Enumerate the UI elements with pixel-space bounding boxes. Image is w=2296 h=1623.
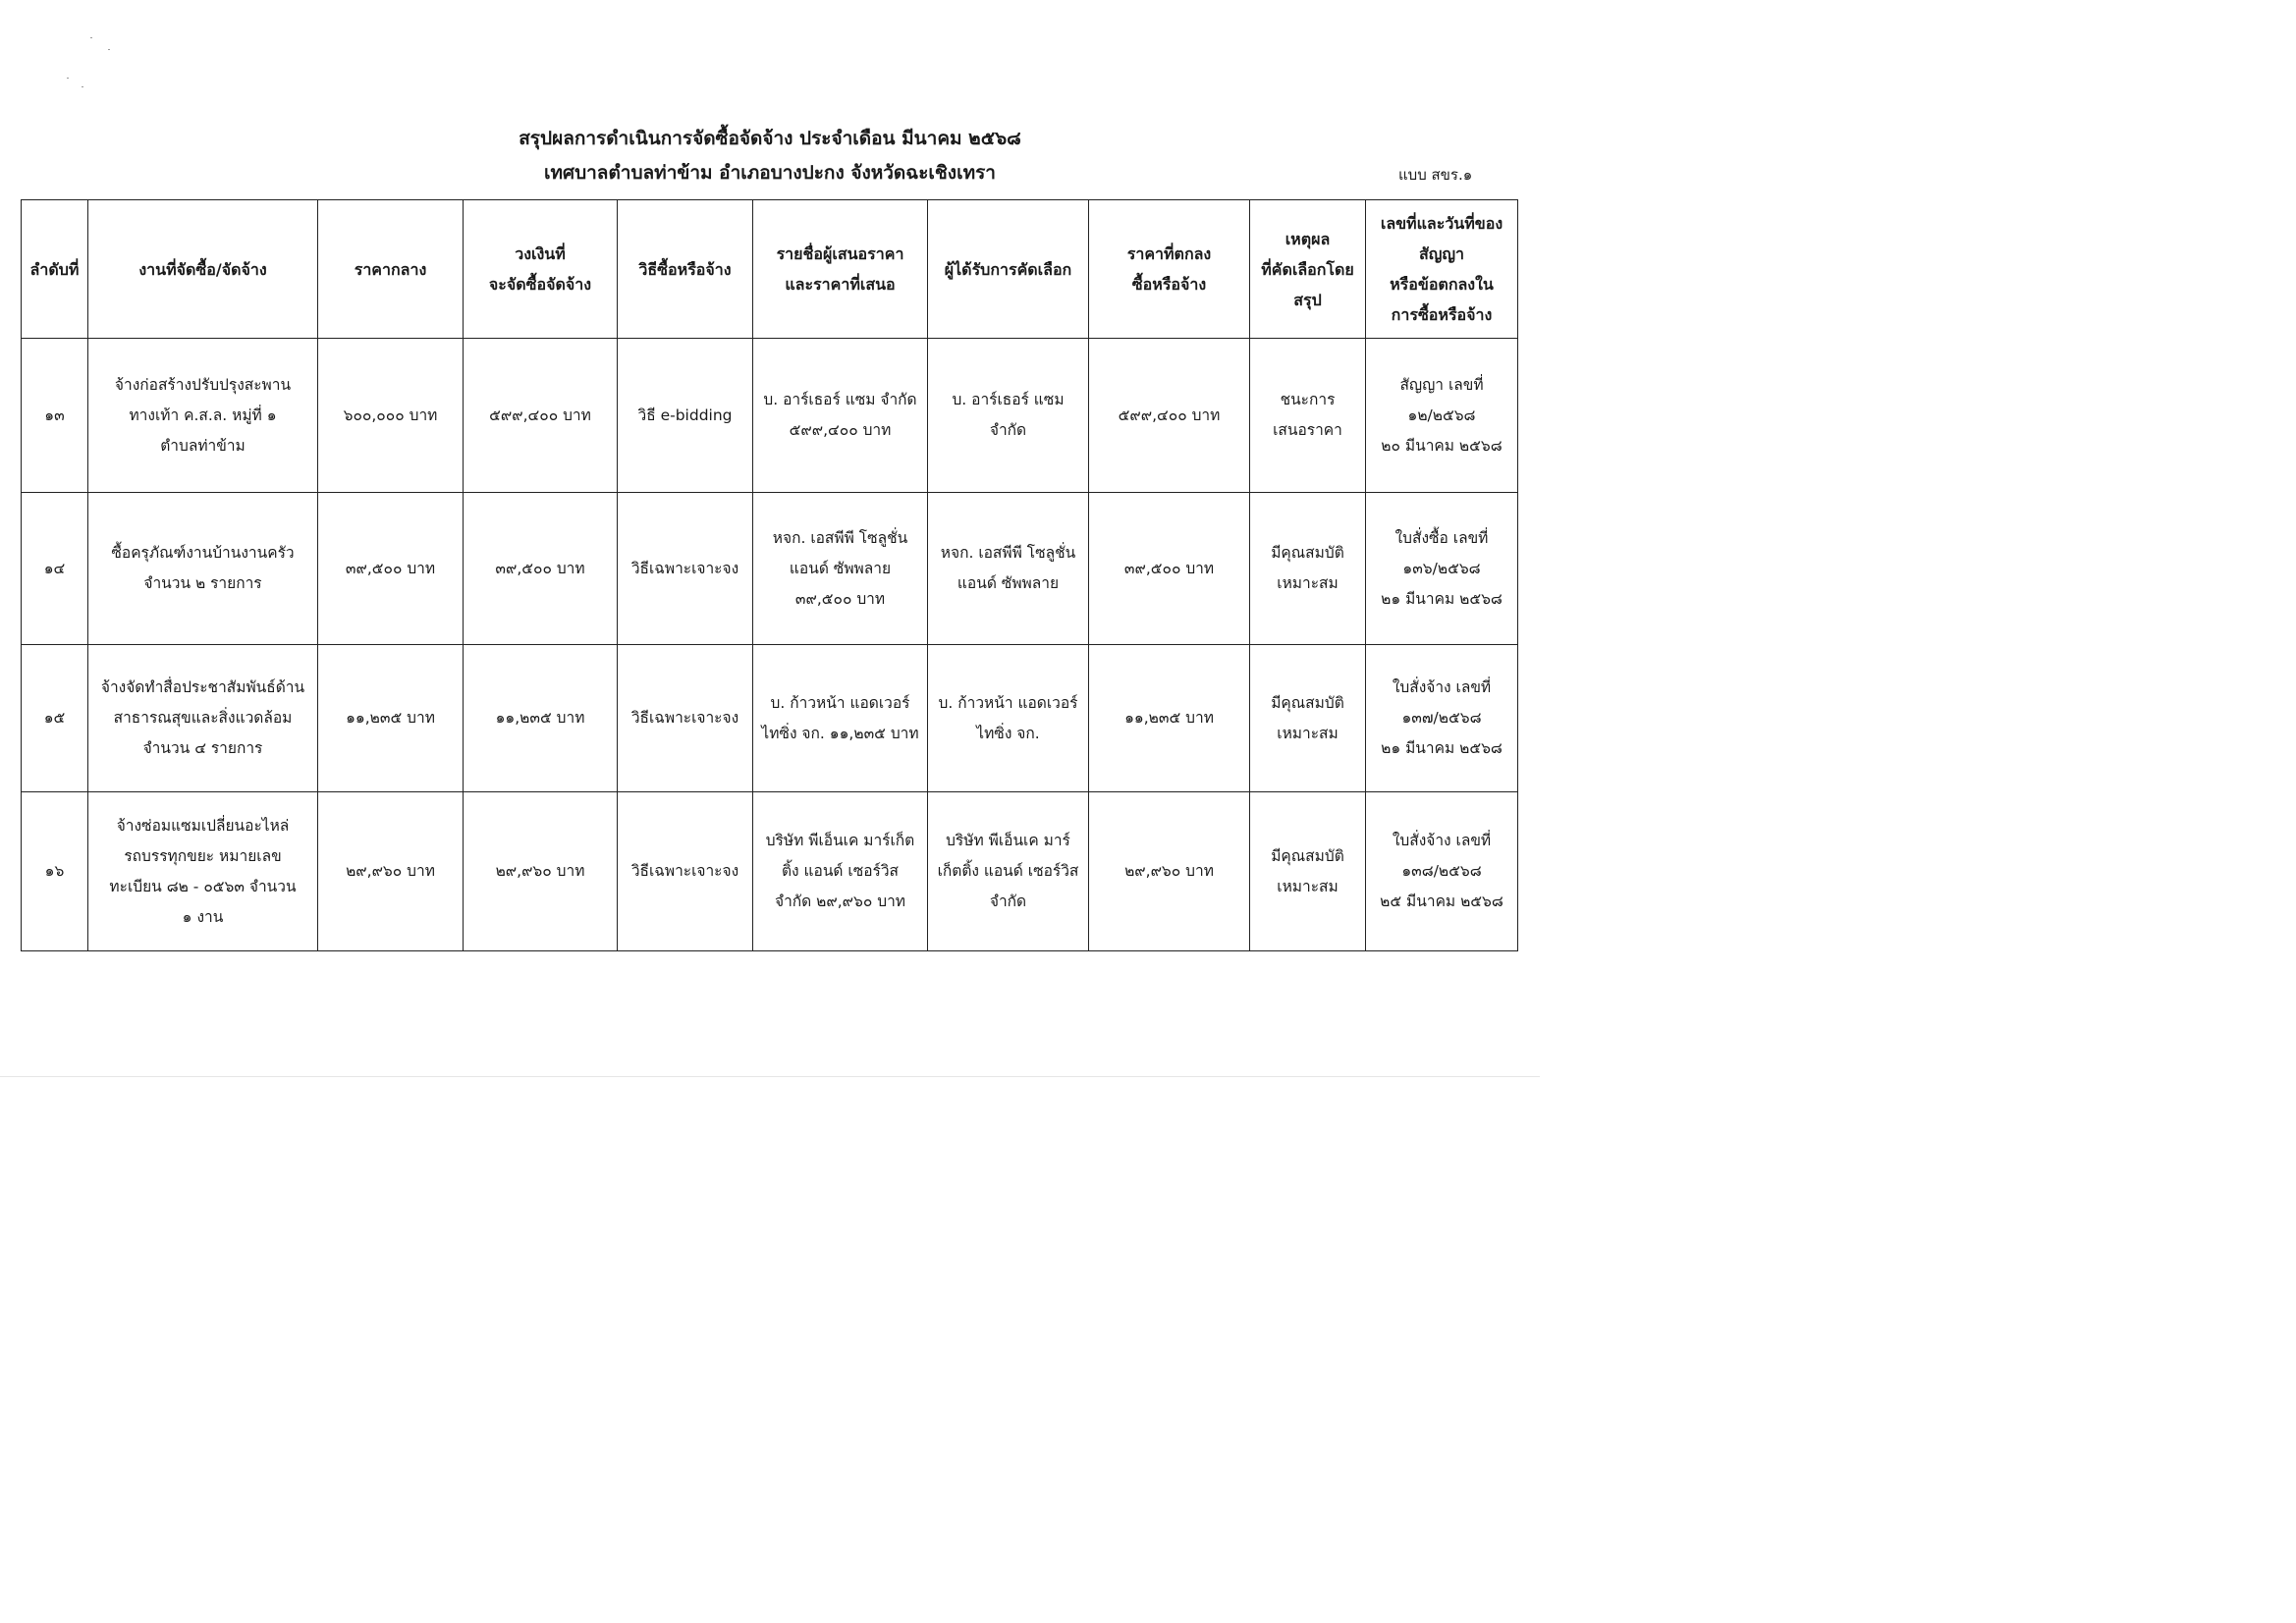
form-code: แบบ สขร.๑ bbox=[1398, 166, 1473, 184]
col-header-reason: เหตุผล ที่คัดเลือกโดย สรุป bbox=[1250, 200, 1366, 339]
cell-bidders: หจก. เอสพีพี โซลูชั่น แอนด์ ซัพพลาย ๓๙,๕๐๐ บาท bbox=[753, 493, 928, 645]
cell-budget: ๕๙๙,๔๐๐ บาท bbox=[464, 339, 618, 493]
cell-contract: ใบสั่งซื้อ เลขที่ ๑๓๖/๒๕๖๘ ๒๑ มีนาคม ๒๕๖๘ bbox=[1366, 493, 1518, 645]
procurement-table bbox=[21, 199, 1518, 951]
table-header-row bbox=[22, 200, 1518, 339]
cell-median-price: ๑๑,๒๓๕ บาท bbox=[318, 645, 464, 792]
table-row bbox=[22, 493, 1518, 645]
cell-median-price: ๓๙,๕๐๐ บาท bbox=[318, 493, 464, 645]
cell-reason: มีคุณสมบัติ เหมาะสม bbox=[1250, 493, 1366, 645]
cell-no: ๑๔ bbox=[22, 493, 88, 645]
scan-speck bbox=[67, 78, 69, 79]
document-title: สรุปผลการดำเนินการจัดซื้อจัดจ้าง ประจำเดือน มีนาคม ๒๕๖๘ bbox=[519, 128, 1021, 149]
col-header-median-price: ราคากลาง bbox=[318, 200, 464, 339]
col-header-method: วิธีซื้อหรือจ้าง bbox=[618, 200, 753, 339]
cell-method: วิธีเฉพาะเจาะจง bbox=[618, 645, 753, 792]
table-row bbox=[22, 645, 1518, 792]
cell-no: ๑๕ bbox=[22, 645, 88, 792]
cell-budget: ๒๙,๙๖๐ บาท bbox=[464, 792, 618, 951]
cell-item: จ้างจัดทำสื่อประชาสัมพันธ์ด้าน สาธารณสุขและสิ่งแวดล้อม จำนวน ๔ รายการ bbox=[88, 645, 318, 792]
table-row bbox=[22, 792, 1518, 951]
cell-no: ๑๓ bbox=[22, 339, 88, 493]
cell-method: วิธีเฉพาะเจาะจง bbox=[618, 792, 753, 951]
cell-bidders: บ. ก้าวหน้า แอดเวอร์ ไทซิ่ง จก. ๑๑,๒๓๕ บาท bbox=[753, 645, 928, 792]
cell-median-price: ๖๐๐,๐๐๐ บาท bbox=[318, 339, 464, 493]
cell-contract: ใบสั่งจ้าง เลขที่ ๑๓๗/๒๕๖๘ ๒๑ มีนาคม ๒๕๖๘ bbox=[1366, 645, 1518, 792]
cell-item: ซื้อครุภัณฑ์งานบ้านงานครัว จำนวน ๒ รายการ bbox=[88, 493, 318, 645]
cell-selected: บริษัท พีเอ็นเค มาร์ เก็ตติ้ง แอนด์ เซอร์วิส จำกัด bbox=[928, 792, 1089, 951]
scan-speck bbox=[108, 49, 110, 50]
cell-reason: มีคุณสมบัติ เหมาะสม bbox=[1250, 792, 1366, 951]
document-subtitle: เทศบาลตำบลท่าข้าม อำเภอบางปะกง จังหวัดฉะเชิงเทรา bbox=[544, 162, 996, 184]
col-header-agreed-price: ราคาที่ตกลง ซื้อหรือจ้าง bbox=[1089, 200, 1250, 339]
cell-agreed-price: ๓๙,๕๐๐ บาท bbox=[1089, 493, 1250, 645]
col-header-no: ลำดับที่ bbox=[22, 200, 88, 339]
cell-agreed-price: ๒๙,๙๖๐ บาท bbox=[1089, 792, 1250, 951]
col-header-item: งานที่จัดซื้อ/จัดจ้าง bbox=[88, 200, 318, 339]
cell-agreed-price: ๑๑,๒๓๕ บาท bbox=[1089, 645, 1250, 792]
col-header-selected: ผู้ได้รับการคัดเลือก bbox=[928, 200, 1089, 339]
cell-budget: ๓๙,๕๐๐ บาท bbox=[464, 493, 618, 645]
cell-bidders: บริษัท พีเอ็นเค มาร์เก็ต ติ้ง แอนด์ เซอร์วิส จำกัด ๒๙,๙๖๐ บาท bbox=[753, 792, 928, 951]
cell-bidders: บ. อาร์เธอร์ แซม จำกัด ๕๙๙,๔๐๐ บาท bbox=[753, 339, 928, 493]
cell-selected: บ. ก้าวหน้า แอดเวอร์ ไทซิ่ง จก. bbox=[928, 645, 1089, 792]
cell-item: จ้างซ่อมแซมเปลี่ยนอะไหล่ รถบรรทุกขยะ หมายเลข ทะเบียน ๘๒ - ๐๕๖๓ จำนวน ๑ งาน bbox=[88, 792, 318, 951]
cell-agreed-price: ๕๙๙,๔๐๐ บาท bbox=[1089, 339, 1250, 493]
cell-selected: บ. อาร์เธอร์ แซม จำกัด bbox=[928, 339, 1089, 493]
scan-speck bbox=[90, 37, 92, 38]
scan-edge bbox=[0, 1076, 1540, 1077]
scan-speck bbox=[82, 86, 83, 87]
table-row bbox=[22, 339, 1518, 493]
col-header-budget: วงเงินที่ จะจัดซื้อจัดจ้าง bbox=[464, 200, 618, 339]
col-header-bidders: รายชื่อผู้เสนอราคา และราคาที่เสนอ bbox=[753, 200, 928, 339]
col-header-contract: เลขที่และวันที่ของ สัญญา หรือข้อตกลงใน การซื้อหรือจ้าง bbox=[1366, 200, 1518, 339]
cell-contract: ใบสั่งจ้าง เลขที่ ๑๓๘/๒๕๖๘ ๒๕ มีนาคม ๒๕๖๘ bbox=[1366, 792, 1518, 951]
cell-no: ๑๖ bbox=[22, 792, 88, 951]
cell-reason: ชนะการ เสนอราคา bbox=[1250, 339, 1366, 493]
cell-median-price: ๒๙,๙๖๐ บาท bbox=[318, 792, 464, 951]
cell-method: วิธีเฉพาะเจาะจง bbox=[618, 493, 753, 645]
cell-budget: ๑๑,๒๓๕ บาท bbox=[464, 645, 618, 792]
cell-method: วิธี e-bidding bbox=[618, 339, 753, 493]
cell-selected: หจก. เอสพีพี โซลูชั่น แอนด์ ซัพพลาย bbox=[928, 493, 1089, 645]
cell-item: จ้างก่อสร้างปรับปรุงสะพาน ทางเท้า ค.ส.ล. หมู่ที่ ๑ ตำบลท่าข้าม bbox=[88, 339, 318, 493]
cell-reason: มีคุณสมบัติ เหมาะสม bbox=[1250, 645, 1366, 792]
cell-contract: สัญญา เลขที่ ๑๒/๒๕๖๘ ๒๐ มีนาคม ๒๕๖๘ bbox=[1366, 339, 1518, 493]
